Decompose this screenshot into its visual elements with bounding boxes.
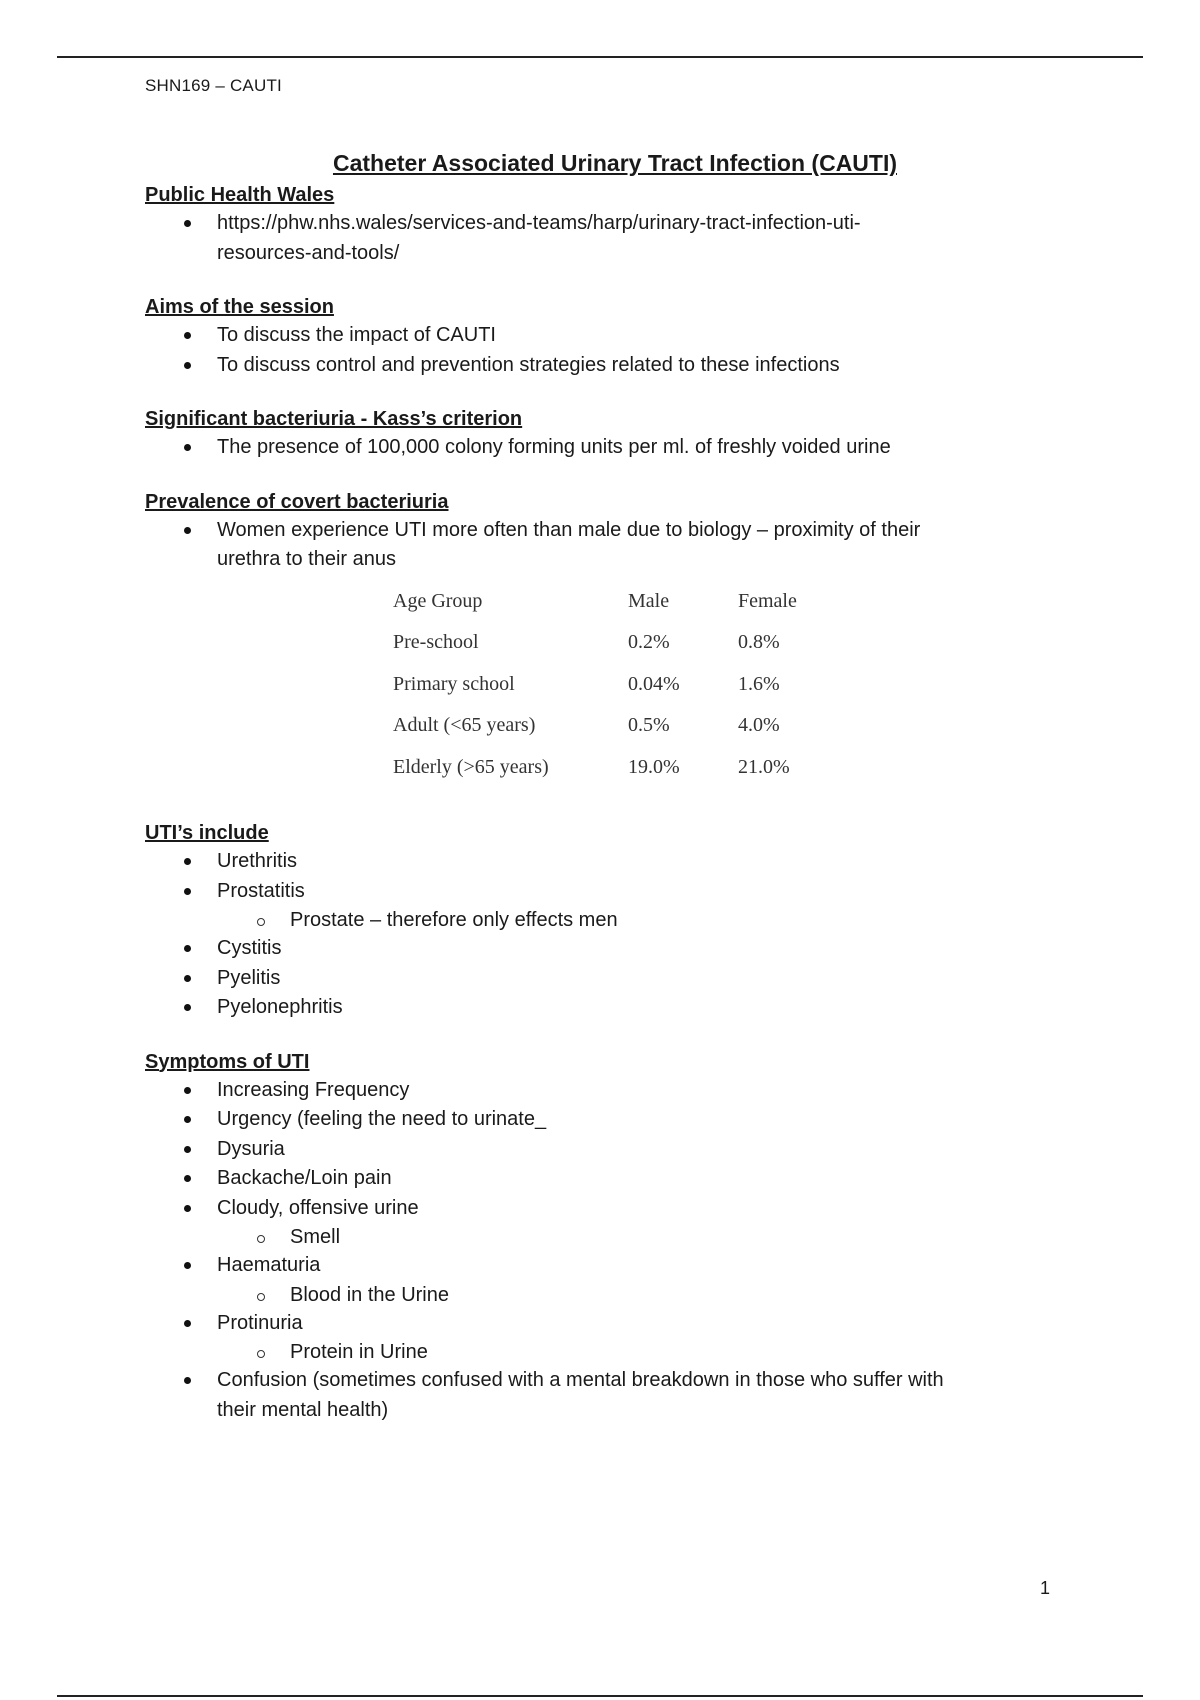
prevalence-table (393, 581, 838, 789)
header-rule (57, 56, 1143, 58)
list-item: Backache/Loin pain (145, 1164, 1075, 1194)
list-item (145, 1366, 1075, 1425)
section-aims (145, 294, 1075, 380)
table-cell: 0.04% (628, 672, 680, 695)
table-header-cell: Male (628, 589, 670, 612)
document-body (145, 146, 1075, 1425)
footer-rule (57, 1695, 1143, 1697)
section-heading: Public Health Wales (145, 184, 335, 206)
list-item: Dysuria (145, 1135, 1075, 1165)
table-header-row (393, 581, 838, 623)
list-item: Haematuria (145, 1251, 1075, 1281)
section-public-health-wales (145, 182, 1075, 268)
table-header-cell: Female (738, 589, 797, 612)
list-item: To discuss the impact of CAUTI (145, 321, 1075, 351)
section-heading: UTI’s include (145, 822, 269, 844)
confusion-line2: their mental health) (217, 1398, 389, 1421)
list-item: Increasing Frequency (145, 1076, 1075, 1106)
section-utis-include (145, 820, 1075, 1023)
table-cell: Primary school (393, 672, 515, 695)
list-item: Cystitis (145, 934, 1075, 964)
page-number: 1 (1040, 1578, 1051, 1598)
table-cell: Adult (<65 years) (393, 714, 536, 737)
list-item[interactable] (145, 209, 1075, 268)
sub-list-item: Blood in the Urine (145, 1281, 1075, 1309)
list-item: Cloudy, offensive urine (145, 1194, 1075, 1224)
table-row (393, 747, 838, 789)
phw-link-line2[interactable]: resources-and-tools/ (217, 241, 400, 264)
section-symptoms (145, 1049, 1075, 1426)
list-item: The presence of 100,000 colony forming units per ml. of freshly voided urine (145, 433, 1075, 463)
table-cell: 0.2% (628, 631, 670, 654)
list-item: To discuss control and prevention strategies related to these infections (145, 351, 1075, 381)
table-row (393, 622, 838, 664)
list-item: Pyelonephritis (145, 993, 1075, 1023)
table-row (393, 705, 838, 747)
sub-list-item: Smell (145, 1223, 1075, 1251)
table-cell: 19.0% (628, 755, 680, 778)
prevalence-text-line1: Women experience UTI more often than male due to biology – proximity of their (217, 518, 921, 541)
confusion-line1: Confusion (sometimes confused with a mental breakdown in those who suffer with (217, 1369, 944, 1391)
table-cell: 0.8% (738, 631, 780, 654)
list-item: Urgency (feeling the need to urinate_ (145, 1105, 1075, 1135)
list-item: Urethritis (145, 847, 1075, 877)
table-cell: Elderly (>65 years) (393, 755, 549, 778)
prevalence-text-line2: urethra to their anus (217, 548, 396, 570)
list-item: Protinuria (145, 1309, 1075, 1339)
section-heading: Significant bacteriuria - Kass’s criterion (145, 408, 523, 430)
table-row (393, 664, 838, 706)
phw-link-line1[interactable]: https://phw.nhs.wales/services-and-teams/harp/urinary-tract-infection-uti- (217, 212, 861, 234)
list-item: Prostatitis (145, 877, 1075, 907)
table-cell: 0.5% (628, 714, 670, 737)
running-header: SHN169 – CAUTI (145, 76, 282, 95)
section-prevalence (145, 489, 1075, 789)
sub-list-item: Prostate – therefore only effects men (145, 906, 1075, 934)
section-heading: Aims of the session (145, 296, 334, 318)
section-heading: Prevalence of covert bacteriuria (145, 490, 449, 513)
list-item (145, 516, 1075, 575)
table-cell: 4.0% (738, 714, 780, 737)
list-item: Pyelitis (145, 964, 1075, 994)
page-title: Catheter Associated Urinary Tract Infection (CAUTI) (332, 150, 898, 176)
table-cell: 21.0% (738, 755, 790, 778)
sub-list-item: Protein in Urine (145, 1338, 1075, 1366)
table-cell: Pre-school (393, 631, 479, 654)
section-heading: Symptoms of UTI (145, 1050, 310, 1073)
section-kass-criterion (145, 406, 1075, 463)
table-header-cell: Age Group (393, 589, 483, 612)
table-cell: 1.6% (738, 672, 780, 695)
